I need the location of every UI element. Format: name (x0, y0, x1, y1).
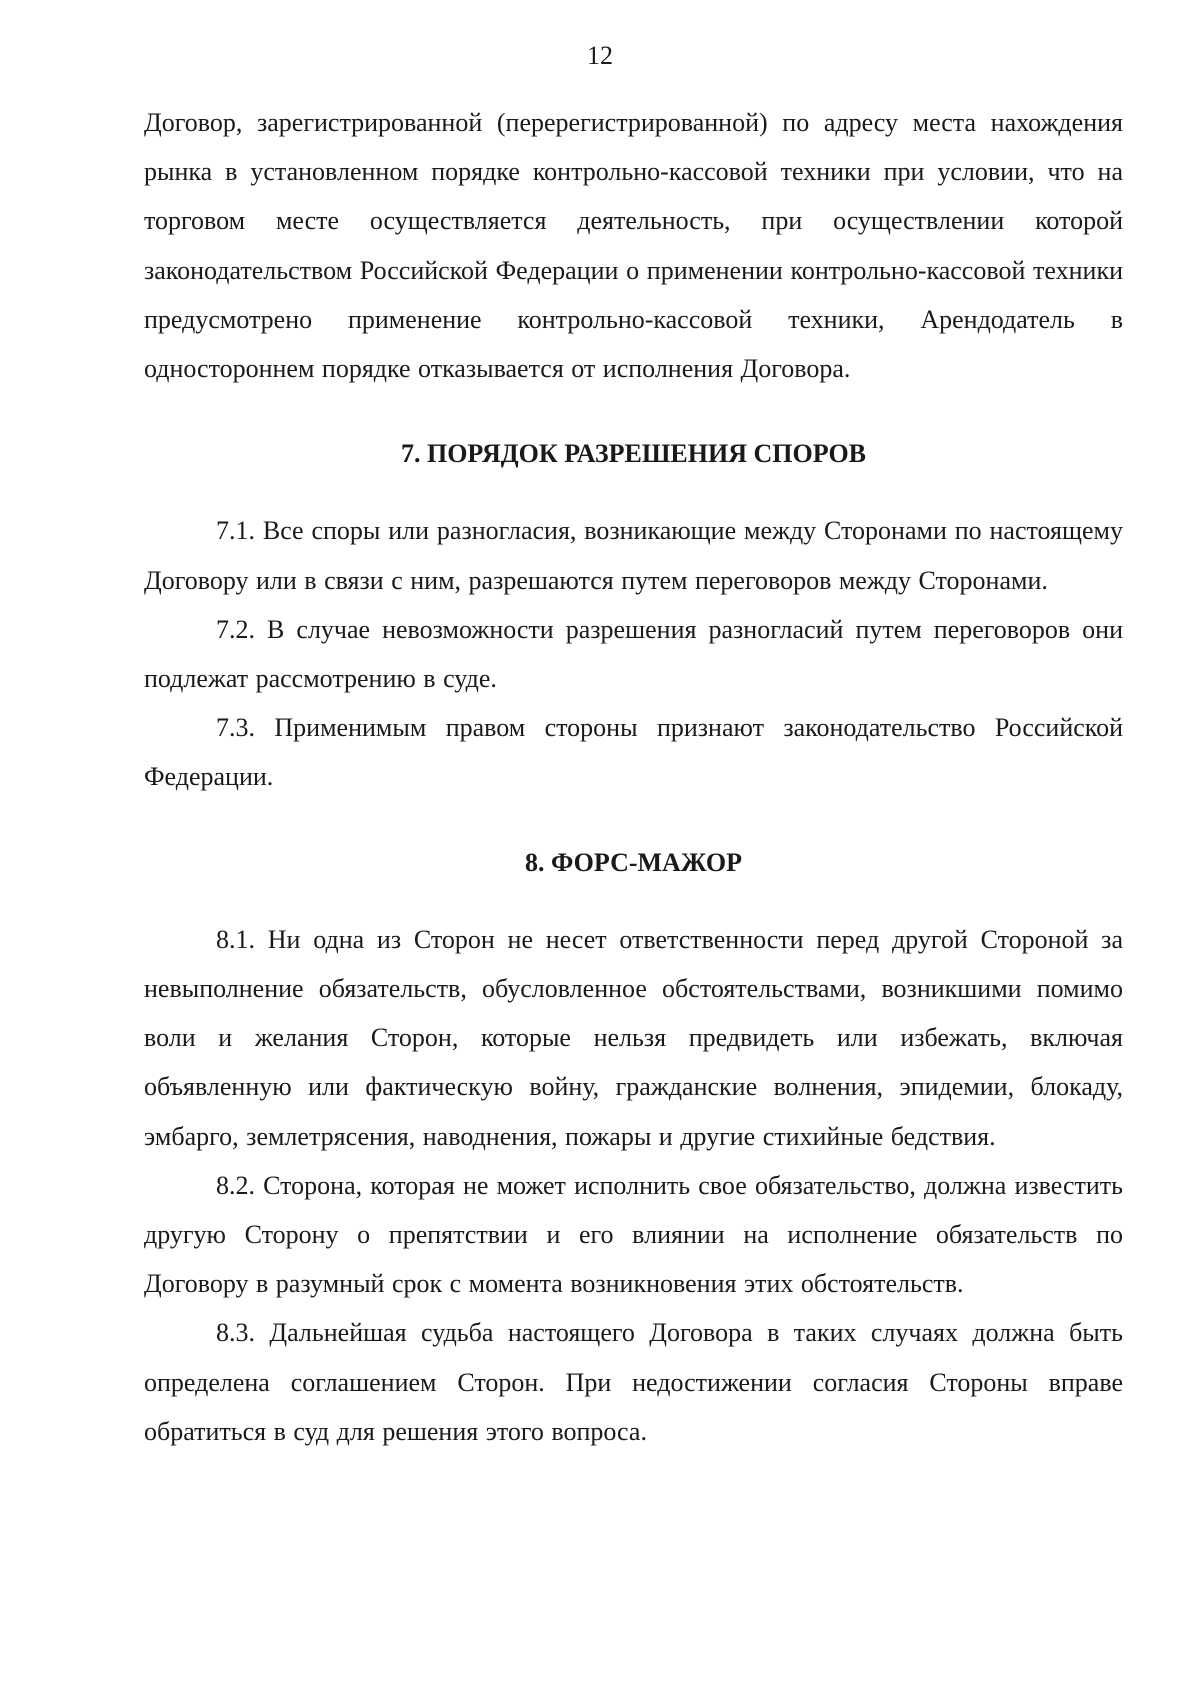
clause-7-1: 7.1. Все споры или разногласия, возникающие между Сторонами по настоящему Договору или в связи с ним, разрешаются путем переговоров между Сторонами. (144, 516, 1123, 595)
clause-7-2: 7.2. В случае невозможности разрешения разногласий путем переговоров они подлежат рассмотрению в суде. (144, 614, 1123, 694)
clause-8-2: 8.2. Сторона, которая не может исполнить свое обязательство, должна известить другую Сторону о препятствии и его влиянии на исполнение обязательств по Договору в разумный срок с момента возникновения этих обстоятельств. (144, 1170, 1123, 1299)
clause-7-3: 7.3. Применимым правом стороны признают законодательство Российской Федерации. (144, 713, 1123, 792)
page-number: 12 (587, 41, 613, 70)
clause-8-3: 8.3. Дальнейшая судьба настоящего Договора в таких случаях должна быть определена соглашением Сторон. При недостижении согласия Стороны вправе обратиться в суд для решения этого вопроса. (144, 1318, 1123, 1446)
document-body (144, 98, 1123, 1456)
section-8-heading: 8. ФОРС-МАЖОР (525, 847, 742, 877)
paragraph-continuation: Договор, зарегистрированной (перерегистрированной) по адресу места нахождения рынка в установленном порядке контрольно-кассовой техники при условии, что на торговом месте осуществляется деятельность, при осуществлении которой законодательством Российской Федерации о применении контрольно-кассовой техники предусмотрено применение контрольно-кассовой техники, Арендодатель в одностороннем порядке отказывается от исполнения Договора. (144, 108, 1123, 384)
clause-8-1: 8.1. Ни одна из Сторон не несет ответственности перед другой Стороной за невыполнение обязательств, обусловленное обстоятельствами, возникшими помимо воли и желания Сторон, которые нельзя предвидеть или избежать, включая объявленную или фактическую войну, гражданские волнения, эпидемии, блокаду, эмбарго, землетрясения, наводнения, пожары и другие стихийные бедствия. (144, 924, 1123, 1151)
section-7-heading: 7. ПОРЯДОК РАЗРЕШЕНИЯ СПОРОВ (400, 439, 867, 469)
